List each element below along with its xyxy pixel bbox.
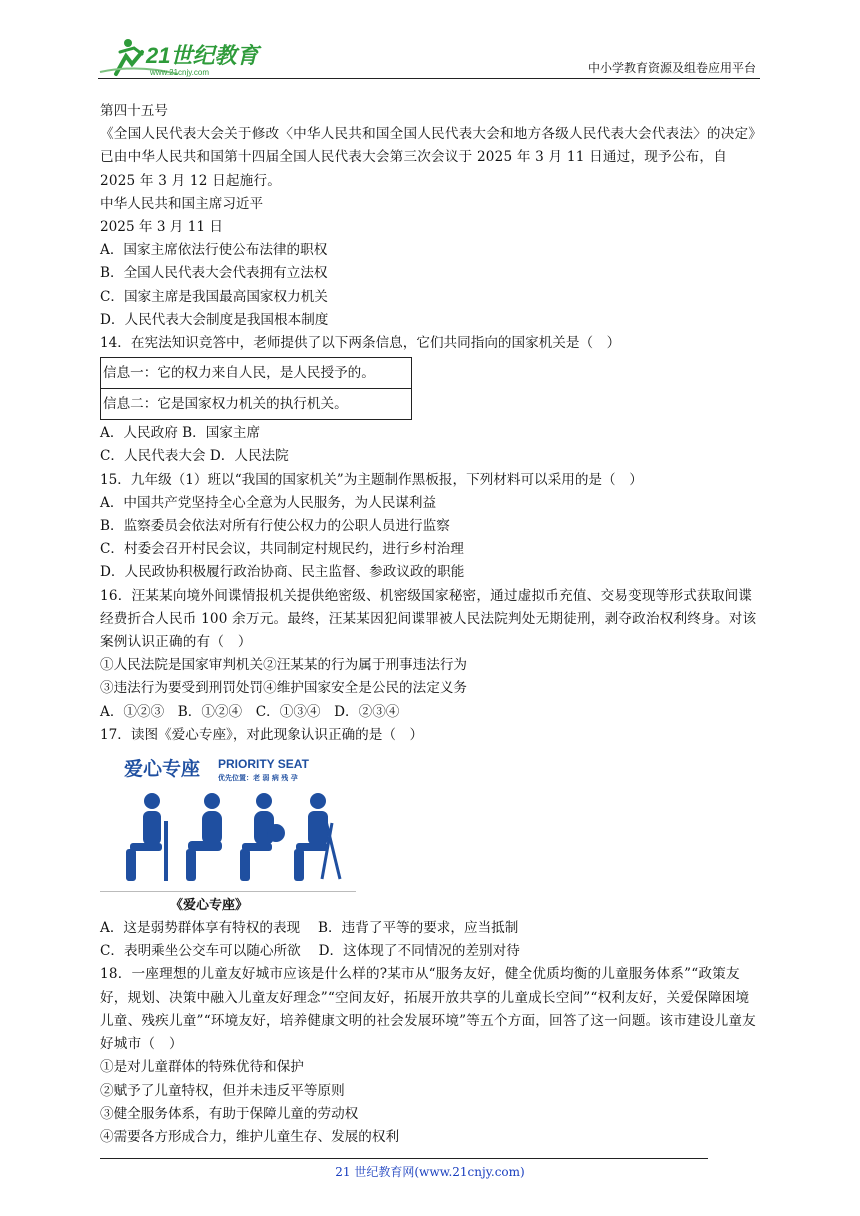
text-line: 中华人民共和国主席习近平 (100, 195, 264, 212)
statement-line: ①人民法院是国家审判机关②汪某某的行为属于刑事违法行为 (100, 657, 468, 674)
question-17: 17．读图《爱心专座》，对此现象认识正确的是（ ） (100, 726, 424, 743)
weak-figure-icon (186, 793, 222, 881)
question-16: 16．汪某某向境外间谍情报机关提供绝密级、机密级国家秘密，通过虚拟币充值、交易变现等形式获取间谍经费折合人民币 100 余万元。最终，汪某某因犯间谍罪被人民法院判处无期徒刑，剥夺政治权利终身。对该案例认识正确的有（ ） (100, 587, 757, 651)
option-a: A．中国共产党坚持全心全意为人民服务，为人民谋利益 (100, 494, 437, 511)
question-14: 14．在宪法知识竞答中，老师提供了以下两条信息，它们共同指向的国家机关是（ ） (100, 335, 621, 352)
options-cd: C．人民代表大会 D．人民法院 (100, 448, 289, 465)
statement-line: ②赋予了儿童特权，但并未违反平等原则 (100, 1082, 345, 1099)
statement-line: ③违法行为要受到刑罚处罚④维护国家安全是公民的法定义务 (100, 680, 468, 697)
seat-subtitle: 优先位置：老 弱 病 残 孕 (218, 774, 298, 783)
statement-line: ④需要各方形成合力，维护儿童生存、发展的权利 (100, 1128, 400, 1145)
disabled-figure-icon (294, 793, 340, 881)
pregnant-figure-icon (240, 793, 285, 881)
options-ab: A．人民政府 B．国家主席 (100, 425, 261, 442)
document-body (100, 100, 760, 1149)
text-line: 第四十五号 (100, 103, 168, 119)
priority-seat-image (100, 751, 356, 915)
text-paragraph: 《全国人民代表大会关于修改〈中华人民共和国全国人民代表大会和地方各级人民代表大会代表法〉的决定》已由中华人民共和国第十四届全国人民代表大会第三次会议于 2025 年 3 月 11 日通过，现予公布，自 2025 年 3 月 12 日起施行。 (100, 126, 756, 189)
priority-seat-sign (100, 751, 356, 891)
footer-divider (100, 1158, 708, 1159)
question-15: 15．九年级（1）班以“我国的国家机关”为主题制作黑板报，下列材料可以采用的是（ ） (100, 471, 643, 488)
option-a: A．国家主席依法行使公布法律的职权 (100, 242, 328, 259)
option-d: D．人民政协积极履行政治协商、民主监督、参政议政的职能 (100, 564, 465, 581)
option-c: C．村委会召开村民会议，共同制定村规民约，进行乡村治理 (100, 541, 464, 558)
options-cd: C．表明乘坐公交车可以随心所欲 D．这体现了不同情况的差别对待 (100, 943, 520, 960)
option-b: B．监察委员会依法对所有行使公权力的公职人员进行监察 (100, 518, 450, 535)
options-line: A．①②③ B．①②④ C．①③④ D．②③④ (100, 703, 400, 720)
info-box (100, 357, 412, 420)
page-header (98, 34, 760, 79)
logo-url: www.21cnjy.com (150, 68, 209, 77)
logo-text: 21世纪教育 (146, 43, 259, 68)
option-c: C．国家主席是我国最高国家权力机关 (100, 288, 328, 305)
image-caption: 《爱心专座》 (170, 898, 249, 914)
text-line: 2025 年 3 月 11 日 (100, 219, 223, 236)
site-logo (98, 34, 268, 78)
footer-link[interactable]: 21 世纪教育网(www.21cnjy.com) (335, 1165, 525, 1179)
options-ab: A．这是弱势群体享有特权的表现 B．违背了平等的要求，应当抵制 (100, 920, 519, 937)
statement-line: ③健全服务体系，有助于保障儿童的劳动权 (100, 1105, 359, 1122)
question-18: 18．一座理想的儿童友好城市应该是什么样的?某市从“服务友好，健全优质均衡的儿童服务体系”“政策友好，规划、决策中融入儿童友好理念”“空间友好，拓展开放共享的儿童成长空间”“权利友好，关爱保障困境儿童、残疾儿童”“环境友好，培养健康文明的社会发展环境”等五个方面，回答了这一问题。该市建设儿童友好城市（ ） (100, 966, 756, 1053)
info-one: 信息一：它的权力来自人民，是人民授予的。 (103, 365, 375, 382)
elderly-figure-icon (126, 793, 168, 881)
statement-line: ①是对儿童群体的特殊优待和保护 (100, 1059, 304, 1076)
image-divider (100, 891, 356, 892)
seat-title-cn: 爱心专座 (124, 758, 201, 781)
platform-name: 中小学教育资源及组卷应用平台 (587, 61, 756, 75)
option-b: B．全国人民代表大会代表拥有立法权 (100, 265, 328, 282)
info-two: 信息二：它是国家权力机关的执行机关。 (101, 388, 411, 419)
option-d: D．人民代表大会制度是我国根本制度 (100, 311, 329, 328)
seat-title-en: PRIORITY SEAT (218, 757, 309, 772)
